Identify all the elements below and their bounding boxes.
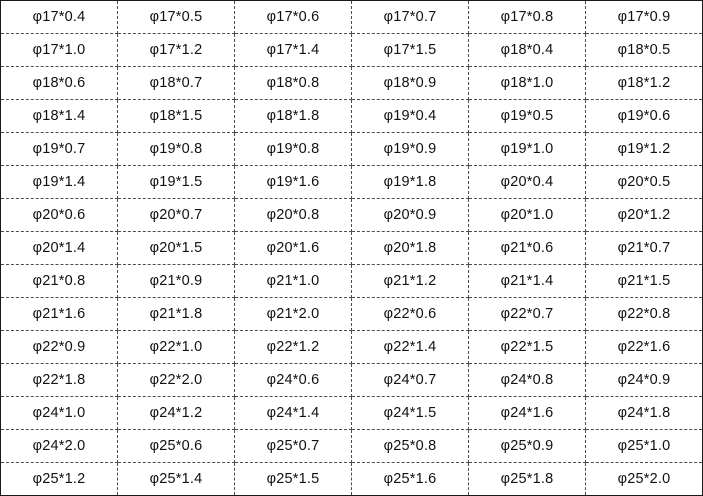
table-cell: φ24*1.6 [469,397,586,430]
table-cell: φ19*0.5 [469,100,586,133]
table-cell: φ24*0.6 [235,364,352,397]
table-cell: φ18*0.4 [469,34,586,67]
table-cell: φ19*1.6 [235,166,352,199]
table-cell: φ22*0.8 [586,298,703,331]
table-cell: φ24*0.7 [352,364,469,397]
table-cell: φ17*1.4 [235,34,352,67]
table-cell: φ22*1.0 [118,331,235,364]
table-cell: φ18*1.5 [118,100,235,133]
table-cell: φ25*1.4 [118,463,235,496]
table-cell: φ24*1.4 [235,397,352,430]
table-cell: φ22*0.7 [469,298,586,331]
table-cell: φ25*0.6 [118,430,235,463]
table-cell: φ18*1.8 [235,100,352,133]
table-row [1,100,703,133]
table-row [1,34,703,67]
table-cell: φ21*1.8 [118,298,235,331]
table-row [1,1,703,34]
table-cell: φ20*0.7 [118,199,235,232]
table-row [1,430,703,463]
table-cell: φ17*1.5 [352,34,469,67]
table-cell: φ19*0.4 [352,100,469,133]
table-row [1,397,703,430]
table-cell: φ18*0.5 [586,34,703,67]
table-cell: φ20*0.4 [469,166,586,199]
table-cell: φ20*1.4 [1,232,118,265]
table-cell: φ17*0.4 [1,1,118,34]
table-cell: φ22*1.6 [586,331,703,364]
table-cell: φ22*2.0 [118,364,235,397]
table-cell: φ19*0.8 [235,133,352,166]
table-cell: φ24*0.9 [586,364,703,397]
table-cell: φ17*0.9 [586,1,703,34]
table-cell: φ22*1.2 [235,331,352,364]
table-cell: φ19*0.6 [586,100,703,133]
table-cell: φ24*2.0 [1,430,118,463]
table-row [1,199,703,232]
table-cell: φ20*1.0 [469,199,586,232]
table-cell: φ25*1.6 [352,463,469,496]
table-cell: φ20*0.5 [586,166,703,199]
table-row [1,232,703,265]
table-cell: φ22*0.9 [1,331,118,364]
table-body [1,1,703,496]
table-cell: φ22*1.4 [352,331,469,364]
table-cell: φ20*1.8 [352,232,469,265]
table-cell: φ25*1.2 [1,463,118,496]
table-cell: φ25*0.7 [235,430,352,463]
table-cell: φ21*0.9 [118,265,235,298]
table-cell: φ19*1.4 [1,166,118,199]
table-cell: φ25*0.9 [469,430,586,463]
table-cell: φ25*0.8 [352,430,469,463]
table-cell: φ21*2.0 [235,298,352,331]
table-cell: φ24*0.8 [469,364,586,397]
table-cell: φ25*1.8 [469,463,586,496]
table-cell: φ17*1.0 [1,34,118,67]
table-cell: φ18*0.6 [1,67,118,100]
table-row [1,463,703,496]
table-cell: φ18*0.8 [235,67,352,100]
table-cell: φ20*1.6 [235,232,352,265]
table-cell: φ19*1.2 [586,133,703,166]
table-cell: φ21*1.5 [586,265,703,298]
table-cell: φ21*1.4 [469,265,586,298]
table-cell: φ25*2.0 [586,463,703,496]
table-cell: φ22*1.5 [469,331,586,364]
table-row [1,133,703,166]
table-cell: φ17*1.2 [118,34,235,67]
table-row [1,166,703,199]
table-cell: φ18*1.2 [586,67,703,100]
table-cell: φ22*0.6 [352,298,469,331]
table-cell: φ17*0.7 [352,1,469,34]
table-cell: φ19*0.8 [118,133,235,166]
table-cell: φ19*0.9 [352,133,469,166]
table-cell: φ24*1.5 [352,397,469,430]
table-cell: φ21*1.0 [235,265,352,298]
table-row [1,364,703,397]
table-cell: φ18*1.4 [1,100,118,133]
table-cell: φ20*0.8 [235,199,352,232]
table-cell: φ21*0.8 [1,265,118,298]
table-cell: φ25*1.5 [235,463,352,496]
table-row [1,67,703,100]
table-cell: φ19*1.5 [118,166,235,199]
table-cell: φ17*0.5 [118,1,235,34]
table-cell: φ21*1.2 [352,265,469,298]
table-cell: φ20*1.5 [118,232,235,265]
table-cell: φ17*0.6 [235,1,352,34]
table-row [1,331,703,364]
table-cell: φ24*1.8 [586,397,703,430]
table-cell: φ19*0.7 [1,133,118,166]
table-cell: φ20*0.9 [352,199,469,232]
table-row [1,265,703,298]
table-cell: φ25*1.0 [586,430,703,463]
table-cell: φ18*1.0 [469,67,586,100]
table-cell: φ20*0.6 [1,199,118,232]
table-cell: φ18*0.9 [352,67,469,100]
table-cell: φ19*1.0 [469,133,586,166]
table-cell: φ19*1.8 [352,166,469,199]
table-cell: φ21*0.7 [586,232,703,265]
table-cell: φ24*1.0 [1,397,118,430]
table-cell: φ22*1.8 [1,364,118,397]
table-row [1,298,703,331]
table-cell: φ24*1.2 [118,397,235,430]
table-cell: φ21*1.6 [1,298,118,331]
table-cell: φ20*1.2 [586,199,703,232]
table-cell: φ21*0.6 [469,232,586,265]
table-cell: φ18*0.7 [118,67,235,100]
table-cell: φ17*0.8 [469,1,586,34]
